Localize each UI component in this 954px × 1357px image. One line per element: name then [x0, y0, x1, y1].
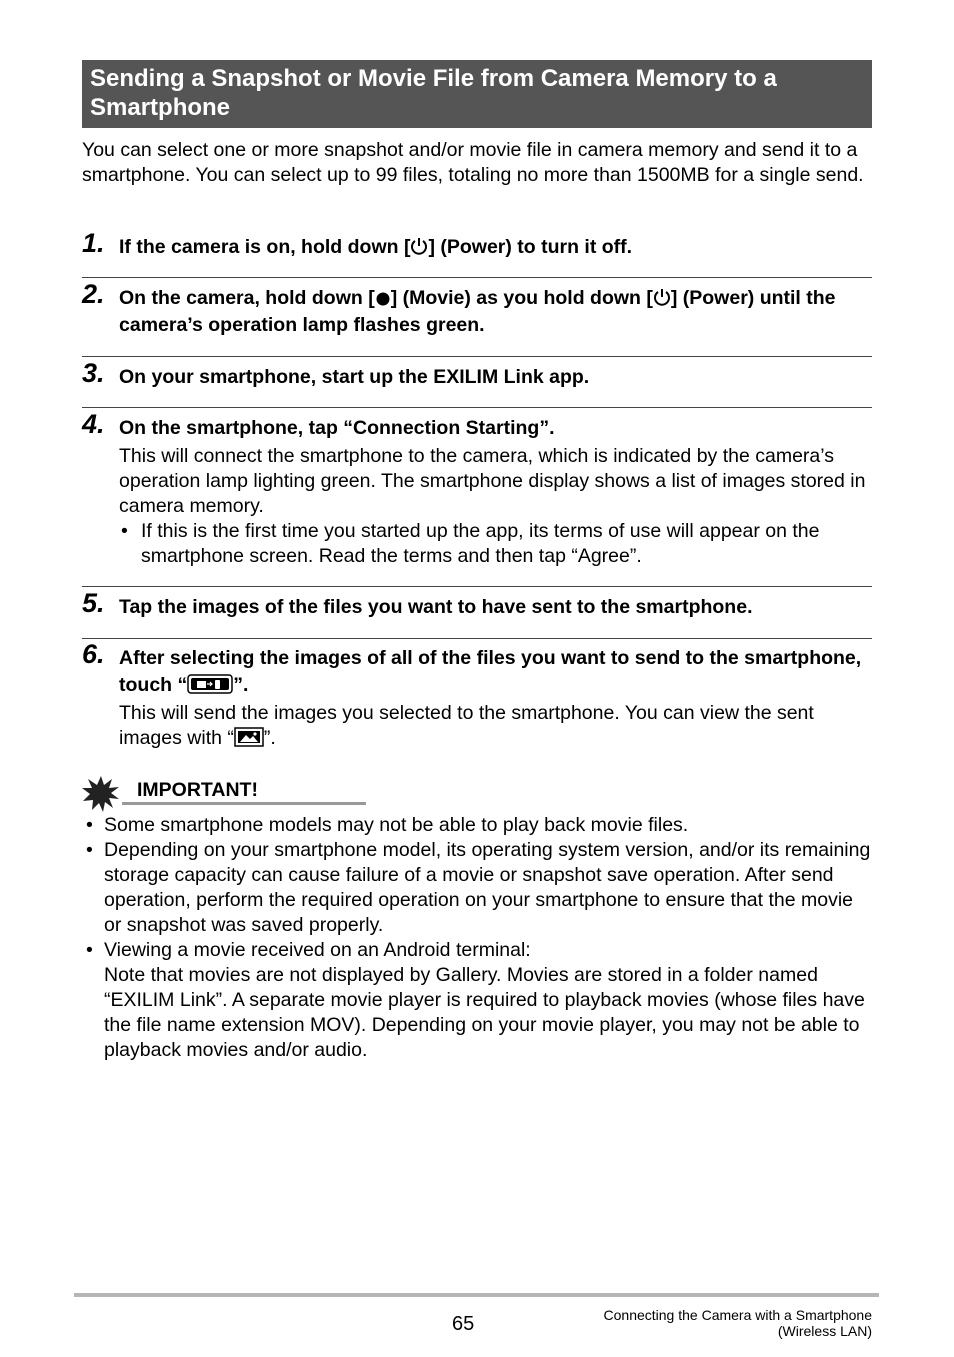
step-number: 2.	[82, 279, 105, 309]
send-to-smartphone-icon	[187, 674, 233, 694]
step-divider	[82, 586, 872, 587]
footer-rule	[74, 1293, 879, 1297]
title-bar	[82, 60, 872, 128]
step-2	[82, 279, 874, 339]
step-text: ] (Movie) as you hold down [	[390, 287, 653, 309]
step-4	[82, 409, 874, 569]
important-item-text: Note that movies are not displayed by Gallery. Movies are stored in a folder named “EXILIM Link”. A separate movie player is required to playback movies (whose files have the file name extension MOV). Depending on your movie player, you may not be able to playback movies and/or audio.	[104, 964, 865, 1061]
footer-section-line: (Wireless LAN)	[777, 1323, 872, 1339]
page-title: Sending a Snapshot or Movie File from Camera Memory to a Smartphone	[90, 65, 777, 121]
important-item-text: Some smartphone models may not be able to play back movie files.	[104, 814, 689, 836]
step-text: ”.	[233, 674, 249, 696]
step-number: 1.	[82, 228, 105, 258]
important-underline	[122, 802, 366, 805]
footer-section-line: Connecting the Camera with a Smartphone	[603, 1307, 872, 1323]
step-body-text: This will send the images you selected to the smartphone. You can view the sent images with “	[119, 702, 814, 749]
step-text: If the camera is on, hold down [	[119, 236, 411, 258]
step-instruction	[119, 234, 874, 261]
step-1	[82, 228, 874, 261]
step-instruction	[119, 285, 874, 339]
step-instruction	[119, 645, 874, 699]
important-item	[82, 938, 874, 1063]
bullet-dot: •	[121, 520, 128, 542]
step-text: After selecting the images of all of the files you want to send to the smartphone, touch “	[119, 647, 862, 696]
gallery-icon	[234, 727, 264, 747]
step-divider	[82, 277, 872, 278]
intro-paragraph: You can select one or more snapshot and/or movie file in camera memory and send it to a smartphone. You can select up to 99 files, totaling no more than 1500MB for a single send.	[82, 139, 864, 186]
step-instruction: Tap the images of the files you want to have sent to the smartphone.	[119, 596, 753, 618]
bullet-dot: •	[86, 814, 93, 836]
important-label: IMPORTANT!	[137, 779, 258, 801]
page-number: 65	[452, 1313, 475, 1335]
step-number: 4.	[82, 409, 105, 439]
step-text: ] (Power) to turn it off.	[428, 236, 633, 258]
important-item-text: Viewing a movie received on an Android terminal:	[104, 939, 531, 961]
important-item	[82, 813, 874, 838]
step-3	[82, 358, 874, 391]
power-icon	[410, 236, 428, 256]
step-number: 5.	[82, 588, 105, 618]
step-instruction: On the smartphone, tap “Connection Starting”.	[119, 417, 555, 439]
bullet-dot: •	[86, 839, 93, 861]
important-item-text: Depending on your smartphone model, its operating system version, and/or its remaining storage capacity can cause failure of a movie or snapshot save operation. After send operation, perform the required operation on your smartphone to ensure that the movie or snapshot was saved properly.	[104, 839, 871, 936]
step-5	[82, 588, 874, 621]
step-body: This will connect the smartphone to the camera, which is indicated by the camera’s operation lamp lighting green. The smartphone display shows a list of images stored in camera memory.	[119, 445, 866, 517]
step-instruction: On your smartphone, start up the EXILIM Link app.	[119, 366, 590, 388]
step-divider	[82, 356, 872, 357]
step-number: 3.	[82, 358, 105, 388]
step-divider	[82, 407, 872, 408]
step-body	[119, 701, 874, 751]
starburst-icon	[82, 776, 120, 812]
step-body-text: ”.	[263, 727, 276, 749]
step-text: On the camera, hold down [	[119, 287, 375, 309]
important-item	[82, 838, 874, 938]
bullet-text: If this is the first time you started up the app, its terms of use will appear on the smartphone screen. Read the terms and then tap “Agree”.	[141, 520, 820, 567]
bullet-dot: •	[86, 939, 93, 961]
step-number: 6.	[82, 639, 105, 669]
step-6	[82, 639, 874, 751]
movie-icon	[375, 289, 391, 307]
step-text: ] (Power) until the camera’s operation lamp flashes green.	[119, 287, 836, 336]
step-divider	[82, 638, 872, 639]
step-bullet	[119, 519, 874, 569]
power-icon	[653, 287, 671, 307]
important-header	[82, 776, 292, 808]
important-list	[82, 813, 874, 1063]
footer-section-title	[604, 1307, 872, 1339]
